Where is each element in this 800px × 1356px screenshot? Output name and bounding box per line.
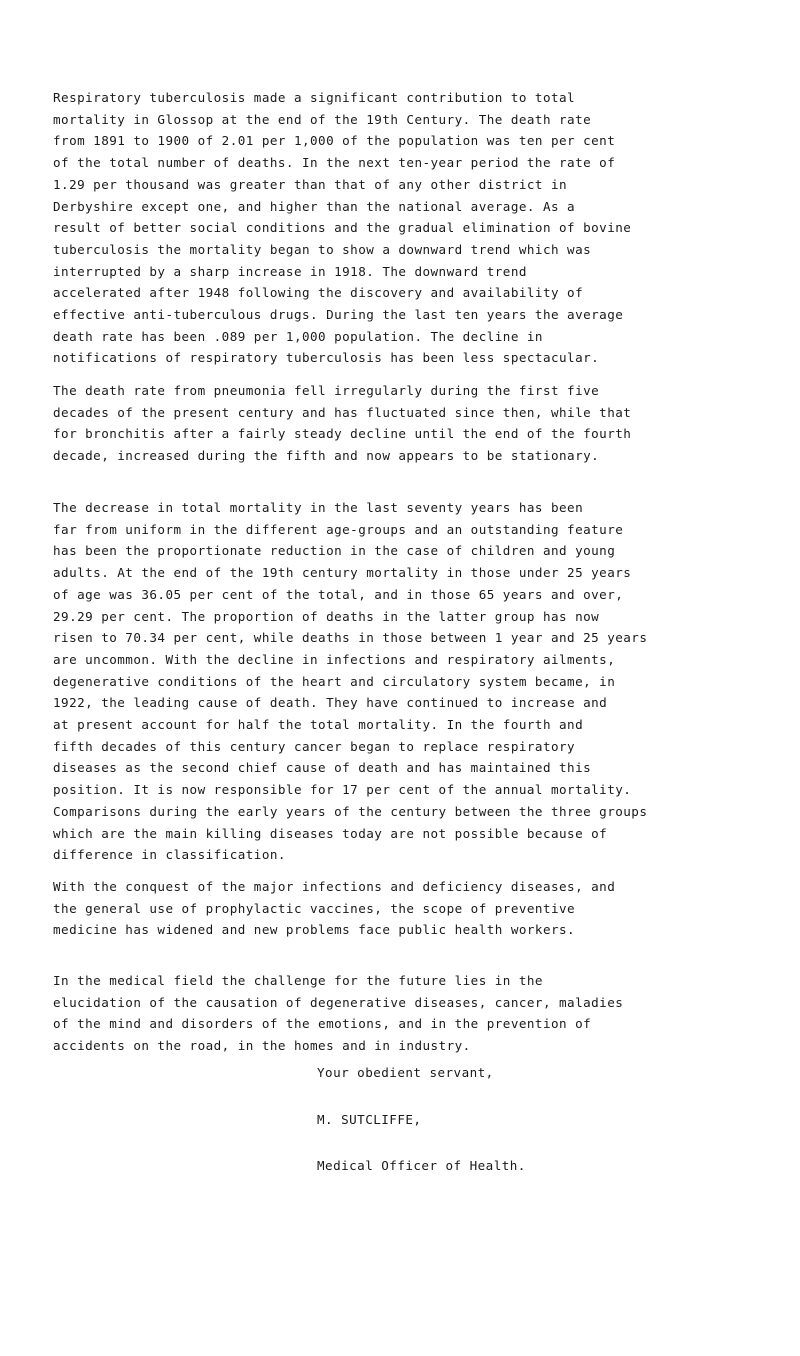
text-line: of the mind and disorders of the emotions, and in the prevention of: [53, 1016, 592, 1032]
paragraph-mortality: [53, 497, 647, 866]
text-line: position. It is now responsible for 17 per cent of the annual mortality.: [53, 782, 632, 798]
text-line: 1.29 per thousand was greater than that of any other district in: [53, 176, 568, 192]
paragraph-tuberculosis: [53, 87, 631, 369]
text-line: In the medical field the challenge for the future lies in the: [53, 973, 543, 988]
closing-salutation: Your obedient servant,: [317, 1065, 494, 1080]
text-line: for bronchitis after a fairly steady decline until the end of the fourth: [53, 426, 632, 442]
text-line: death rate has been .089 per 1,000 population. The decline in: [53, 328, 543, 344]
text-line: fifth decades of this century cancer began to replace respiratory: [53, 738, 576, 754]
text-line: the general use of prophylactic vaccines, the scope of preventive: [53, 900, 576, 916]
text-line: Respiratory tuberculosis made a significant contribution to total: [53, 90, 576, 105]
text-line: With the conquest of the major infections and deficiency diseases, and: [53, 879, 616, 894]
text-line: degenerative conditions of the heart and circulatory system became, in: [53, 673, 616, 689]
text-line: risen to 70.34 per cent, while deaths in those between 1 year and 25 years: [53, 630, 648, 646]
paragraph-preventive-medicine: [53, 876, 615, 941]
text-line: mortality in Glossop at the end of the 19th Century. The death rate: [53, 111, 592, 127]
text-line: tuberculosis the mortality began to show a downward trend which was: [53, 241, 592, 257]
text-line: notifications of respiratory tuberculosis has been less spectacular.: [53, 350, 600, 366]
text-line: from 1891 to 1900 of 2.01 per 1,000 of the population was ten per cent: [53, 133, 616, 149]
paragraph-future-challenge: [53, 970, 623, 1057]
text-line: effective anti-tuberculous drugs. During the last ten years the average: [53, 307, 624, 323]
text-line: The decrease in total mortality in the last seventy years has been: [53, 500, 584, 515]
text-line: elucidation of the causation of degenerative diseases, cancer, maladies: [53, 994, 624, 1010]
text-line: at present account for half the total mortality. In the fourth and: [53, 717, 584, 733]
text-line: Derbyshire except one, and higher than the national average. As a: [53, 198, 576, 214]
text-line: far from uniform in the different age-groups and an outstanding feature: [53, 521, 624, 537]
text-line: which are the main killing diseases today are not possible because of: [53, 825, 608, 841]
text-line: medicine has widened and new problems face public health workers.: [53, 922, 576, 938]
text-line: decades of the present century and has fluctuated since then, while that: [53, 404, 632, 420]
text-line: of the total number of deaths. In the next ten-year period the rate of: [53, 155, 616, 171]
text-line: Comparisons during the early years of the century between the three groups: [53, 803, 648, 819]
text-line: are uncommon. With the decline in infections and respiratory ailments,: [53, 651, 616, 667]
text-line: 1922, the leading cause of death. They have continued to increase and: [53, 695, 608, 711]
text-line: result of better social conditions and the gradual elimination of bovine: [53, 220, 632, 236]
text-line: difference in classification.: [53, 847, 286, 863]
signatory-title: Medical Officer of Health.: [317, 1158, 526, 1173]
text-line: has been the proportionate reduction in the case of children and young: [53, 543, 616, 559]
text-line: of age was 36.05 per cent of the total, and in those 65 years and over,: [53, 586, 624, 602]
text-line: adults. At the end of the 19th century mortality in those under 25 years: [53, 565, 632, 581]
text-line: diseases as the second chief cause of death and has maintained this: [53, 760, 592, 776]
text-line: The death rate from pneumonia fell irregularly during the first five: [53, 383, 600, 398]
text-line: accidents on the road, in the homes and in industry.: [53, 1038, 471, 1054]
signatory-name: M. SUTCLIFFE,: [317, 1112, 422, 1127]
text-line: accelerated after 1948 following the discovery and availability of: [53, 285, 584, 301]
text-line: decade, increased during the fifth and now appears to be stationary.: [53, 448, 600, 464]
text-line: 29.29 per cent. The proportion of deaths in the latter group has now: [53, 608, 600, 624]
text-line: interrupted by a sharp increase in 1918. The downward trend: [53, 263, 527, 279]
paragraph-pneumonia: [53, 380, 631, 467]
